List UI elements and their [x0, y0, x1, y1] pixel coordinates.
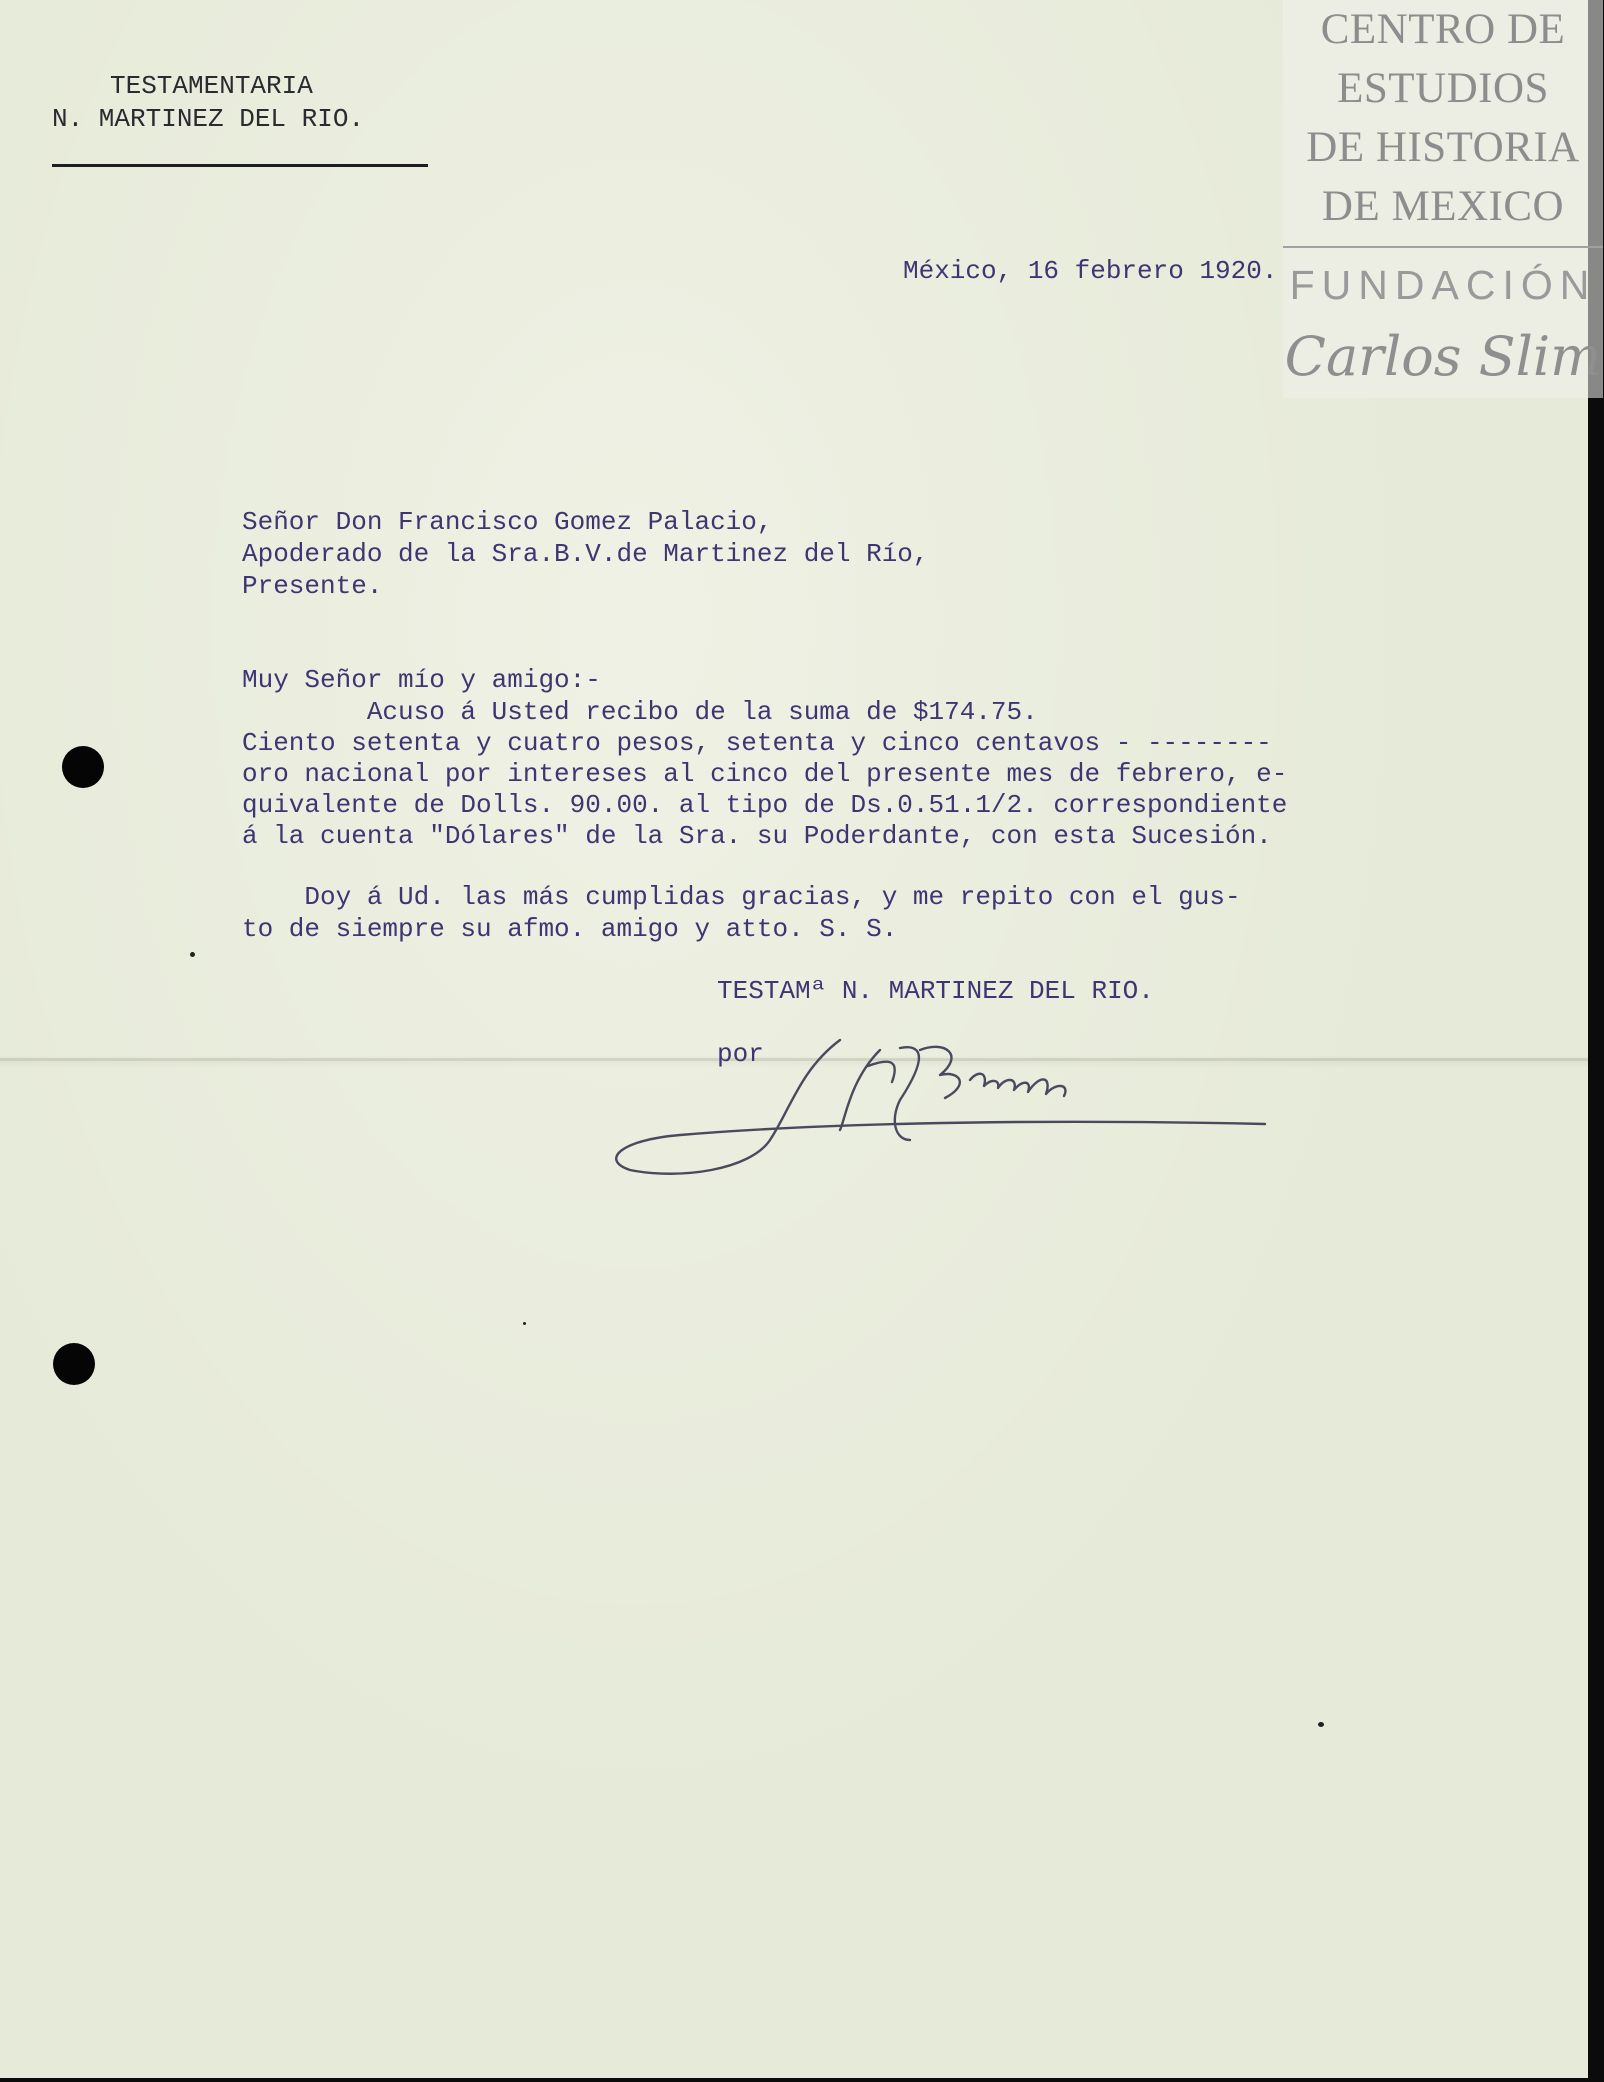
- salutation: Muy Señor mío y amigo:-: [242, 665, 601, 695]
- watermark-line-4: DE MEXICO: [1321, 183, 1565, 230]
- ink-speck: [1318, 1722, 1324, 1727]
- body-p2-line-2: to de siempre su afmo. amigo y atto. S. S.: [242, 914, 898, 944]
- letter-date: México, 16 febrero 1920.: [903, 256, 1278, 286]
- letterhead-line-1: TESTAMENTARIA: [110, 71, 313, 101]
- watermark-divider: [1283, 246, 1603, 248]
- body-p1-line-1: Acuso á Usted recibo de la suma de $174.75.: [242, 697, 1038, 727]
- watermark-name: Carlos Slim: [1284, 325, 1602, 388]
- closing-por: por: [717, 1039, 764, 1069]
- body-p1-line-2: Ciento setenta y cuatro pesos, setenta y cinco centavos - --------: [242, 728, 1272, 758]
- recipient-line-1: Señor Don Francisco Gomez Palacio,: [242, 507, 773, 537]
- watermark-line-2: ESTUDIOS: [1337, 65, 1549, 112]
- recipient-line-3: Presente.: [242, 571, 383, 601]
- body-p2-line-1: Doy á Ud. las más cumplidas gracias, y me repito con el gus-: [242, 882, 1241, 912]
- watermark-fundacion: FUNDACIÓN: [1289, 262, 1597, 308]
- watermark-line-3: DE HISTORIA: [1306, 124, 1580, 171]
- watermark-line-1: CENTRO DE: [1320, 6, 1566, 53]
- body-p1-line-5: á la cuenta "Dólares" de la Sra. su Poderdante, con esta Sucesión.: [242, 821, 1272, 851]
- ink-speck: [190, 952, 195, 957]
- body-p1-line-3: oro nacional por intereses al cinco del presente mes de febrero, e-: [242, 759, 1288, 789]
- archive-watermark: [1283, 0, 1603, 398]
- letterhead-line-2: N. MARTINEZ DEL RIO.: [52, 104, 365, 134]
- closing-sender: TESTAMª N. MARTINEZ DEL RIO.: [717, 976, 1154, 1006]
- body-p1-line-4: quivalente de Dolls. 90.00. al tipo de Ds.0.51.1/2. correspondiente: [242, 790, 1288, 820]
- letterhead-rule: [52, 164, 428, 167]
- handwritten-signature: [600, 1030, 1280, 1200]
- ink-speck: [523, 1322, 526, 1325]
- recipient-line-2: Apoderado de la Sra.B.V.de Martinez del Río,: [242, 539, 929, 569]
- punch-hole-top: [62, 746, 104, 788]
- punch-hole-bottom: [53, 1343, 95, 1385]
